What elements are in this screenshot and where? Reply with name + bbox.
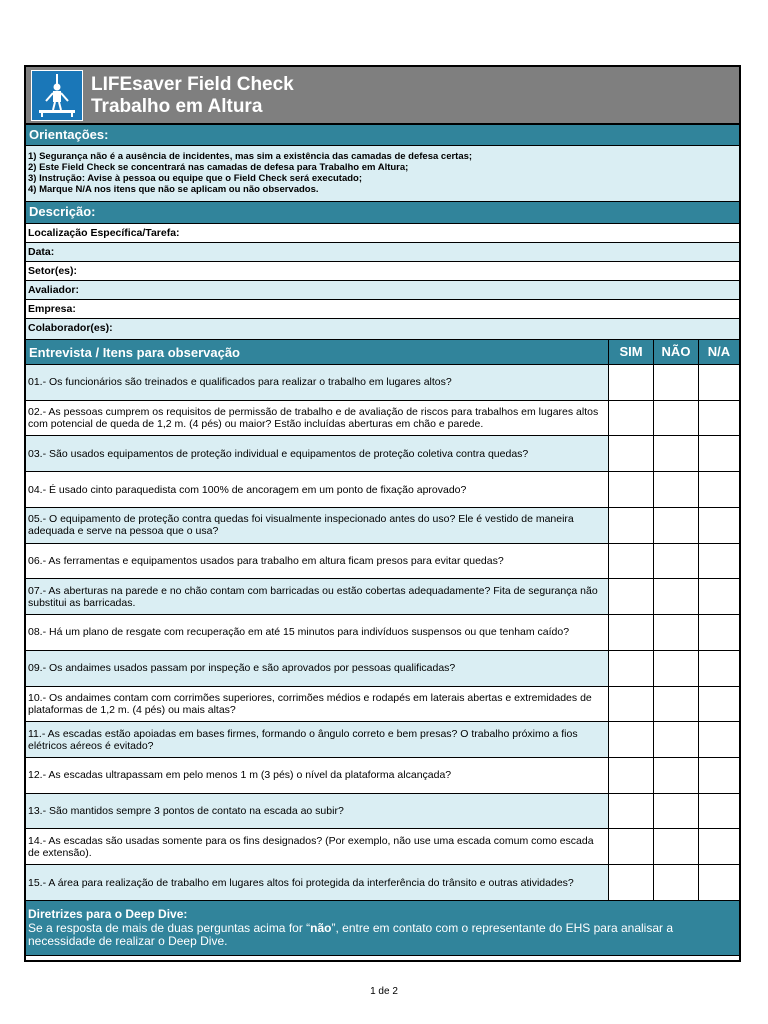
checklist-question: 07.- As aberturas na parede e no chão contam com barricadas ou estão cobertas adequadamente? Fita de segurança não substitui as barricadas. bbox=[28, 584, 598, 609]
answer-sim-cell[interactable] bbox=[608, 472, 653, 507]
deep-dive-text bbox=[28, 922, 739, 949]
col-nao-header: NÃO bbox=[653, 340, 698, 365]
checklist-item bbox=[26, 615, 739, 651]
deep-dive-title: Diretrizes para o Deep Dive: bbox=[28, 907, 188, 921]
checklist-item bbox=[26, 687, 739, 723]
checklist-item bbox=[26, 508, 739, 544]
answer-na-cell[interactable] bbox=[698, 687, 739, 722]
checklist-item bbox=[26, 758, 739, 794]
checklist-question: 03.- São usados equipamentos de proteção individual e equipamentos de proteção coletiva contra quedas? bbox=[28, 447, 529, 460]
field-empresa[interactable]: Empresa: bbox=[26, 300, 739, 319]
answer-nao-cell[interactable] bbox=[653, 401, 698, 436]
answer-sim-cell[interactable] bbox=[608, 436, 653, 471]
deep-dive-text-bold: não bbox=[310, 920, 332, 935]
checklist-question: 05.- O equipamento de proteção contra quedas foi visualmente inspecionado antes do uso? Ele é vestido de maneira adequada e serve na pessoa que o usa? bbox=[28, 513, 574, 538]
lifesaver-logo bbox=[31, 70, 83, 121]
fall-protection-icon bbox=[32, 71, 82, 120]
answer-nao-cell[interactable] bbox=[653, 687, 698, 722]
answer-na-cell[interactable] bbox=[698, 508, 739, 543]
answer-nao-cell[interactable] bbox=[653, 794, 698, 829]
answer-sim-cell[interactable] bbox=[608, 794, 653, 829]
answer-nao-cell[interactable] bbox=[653, 651, 698, 686]
answer-nao-cell[interactable] bbox=[653, 544, 698, 579]
page-title bbox=[91, 74, 294, 118]
checklist-question: 08.- Há um plano de resgate com recuperação em até 15 minutos para indivíduos suspensos ou que tenham caído? bbox=[28, 626, 570, 639]
orientacao-line: 1) Segurança não é a ausência de incidentes, mas sim a existência das camadas de defesa certas; bbox=[28, 151, 473, 162]
checklist-item bbox=[26, 829, 739, 865]
answer-sim-cell[interactable] bbox=[608, 401, 653, 436]
answer-nao-cell[interactable] bbox=[653, 829, 698, 864]
field-check-form bbox=[24, 65, 741, 962]
items-heading: Entrevista / Itens para observação bbox=[29, 345, 240, 360]
checklist-question: 14.- As escadas são usadas somente para os fins designados? (Por exemplo, não use uma escada comum como escada de extensão). bbox=[28, 834, 594, 859]
checklist-question: 13.- São mantidos sempre 3 pontos de contato na escada ao subir? bbox=[28, 805, 344, 818]
checklist-question: 11.- As escadas estão apoiadas em bases firmes, formando o ângulo correto e bem presas? O trabalho próximo a fios elétricos aéreos é evitado? bbox=[28, 727, 578, 752]
page-number: 1 de 2 bbox=[370, 986, 398, 997]
answer-na-cell[interactable] bbox=[698, 722, 739, 757]
answer-nao-cell[interactable] bbox=[653, 615, 698, 650]
answer-nao-cell[interactable] bbox=[653, 579, 698, 614]
checklist-item bbox=[26, 865, 739, 901]
answer-sim-cell[interactable] bbox=[608, 544, 653, 579]
checklist-question: 06.- As ferramentas e equipamentos usados para trabalho em altura ficam presos para evitar quedas? bbox=[28, 554, 504, 567]
answer-sim-cell[interactable] bbox=[608, 615, 653, 650]
field-localizacao[interactable]: Localização Específica/Tarefa: bbox=[26, 224, 739, 243]
checklist-question: 01.- Os funcionários são treinados e qualificados para realizar o trabalho em lugares altos? bbox=[28, 376, 452, 389]
answer-na-cell[interactable] bbox=[698, 365, 739, 400]
answer-sim-cell[interactable] bbox=[608, 758, 653, 793]
answer-sim-cell[interactable] bbox=[608, 508, 653, 543]
answer-nao-cell[interactable] bbox=[653, 865, 698, 900]
checklist-item bbox=[26, 651, 739, 687]
items-heading-row bbox=[26, 340, 739, 365]
answer-nao-cell[interactable] bbox=[653, 436, 698, 471]
title-line-1: LIFEsaver Field Check bbox=[91, 74, 294, 95]
deep-dive-text-before: Se a resposta de mais de duas perguntas acima for “ bbox=[28, 920, 311, 935]
col-sim-header: SIM bbox=[608, 340, 653, 365]
checklist-item bbox=[26, 722, 739, 758]
answer-na-cell[interactable] bbox=[698, 794, 739, 829]
answer-sim-cell[interactable] bbox=[608, 865, 653, 900]
descricao-heading: Descrição: bbox=[26, 202, 739, 224]
answer-sim-cell[interactable] bbox=[608, 722, 653, 757]
answer-sim-cell[interactable] bbox=[608, 651, 653, 686]
answer-na-cell[interactable] bbox=[698, 865, 739, 900]
checklist-item bbox=[26, 794, 739, 830]
answer-na-cell[interactable] bbox=[698, 651, 739, 686]
answer-nao-cell[interactable] bbox=[653, 758, 698, 793]
answer-na-cell[interactable] bbox=[698, 544, 739, 579]
answer-nao-cell[interactable] bbox=[653, 365, 698, 400]
answer-na-cell[interactable] bbox=[698, 615, 739, 650]
orientacoes-body bbox=[26, 146, 739, 202]
checklist-item bbox=[26, 436, 739, 472]
checklist-question: 12.- As escadas ultrapassam em pelo menos 1 m (3 pés) o nível da plataforma alcançada? bbox=[28, 769, 452, 782]
answer-sim-cell[interactable] bbox=[608, 365, 653, 400]
deep-dive-box bbox=[26, 901, 739, 956]
orientacao-line: 2) Este Field Check se concentrará nas camadas de defesa para Trabalho em Altura; bbox=[28, 162, 409, 173]
orientacao-line: 4) Marque N/A nos itens que não se aplicam ou não observados. bbox=[28, 184, 319, 195]
field-colaboradores[interactable]: Colaborador(es): bbox=[26, 319, 739, 340]
deep-dive-text-after: ”, entre em contato com o representante do EHS para analisar a necessidade de realizar o Deep Dive. bbox=[28, 920, 674, 948]
checklist-question: 15.- A área para realização de trabalho em lugares altos foi protegida da interferência do trânsito e outras atividades? bbox=[28, 876, 574, 889]
answer-na-cell[interactable] bbox=[698, 472, 739, 507]
answer-nao-cell[interactable] bbox=[653, 472, 698, 507]
checklist-item bbox=[26, 401, 739, 437]
checklist-question: 09.- Os andaimes usados passam por inspeção e são aprovados por pessoas qualificadas? bbox=[28, 662, 456, 675]
answer-nao-cell[interactable] bbox=[653, 722, 698, 757]
checklist-item bbox=[26, 544, 739, 580]
answer-na-cell[interactable] bbox=[698, 579, 739, 614]
checklist-item bbox=[26, 579, 739, 615]
col-na-header: N/A bbox=[698, 340, 739, 365]
answer-na-cell[interactable] bbox=[698, 401, 739, 436]
field-data[interactable]: Data: bbox=[26, 243, 739, 262]
answer-sim-cell[interactable] bbox=[608, 687, 653, 722]
answer-sim-cell[interactable] bbox=[608, 829, 653, 864]
orientacao-line: 3) Instrução: Avise à pessoa ou equipe que o Field Check será executado; bbox=[28, 173, 363, 184]
checklist-question: 10.- Os andaimes contam com corrimões superiores, corrimões médios e rodapés em laterais abertas e extremidades de plataformas de 1,2 m. (4 pés) ou mais altas? bbox=[28, 691, 592, 716]
title-line-2: Trabalho em Altura bbox=[91, 96, 263, 117]
field-setores[interactable]: Setor(es): bbox=[26, 262, 739, 281]
form-header bbox=[26, 67, 739, 125]
answer-nao-cell[interactable] bbox=[653, 508, 698, 543]
checklist-item bbox=[26, 472, 739, 508]
answer-na-cell[interactable] bbox=[698, 436, 739, 471]
answer-na-cell[interactable] bbox=[698, 829, 739, 864]
orientacoes-heading: Orientações: bbox=[26, 125, 739, 146]
field-avaliador[interactable]: Avaliador: bbox=[26, 281, 739, 300]
checklist-question: 02.- As pessoas cumprem os requisitos de permissão de trabalho e de avaliação de riscos para trabalhos em lugares altos com potencial de queda de 1,2 m. (4 pés) ou maior? Estão incluídas aberturas em chão e parede. bbox=[28, 406, 599, 431]
answer-sim-cell[interactable] bbox=[608, 579, 653, 614]
checklist-question: 04.- É usado cinto paraquedista com 100% de ancoragem em um ponto de fixação aprovado? bbox=[28, 483, 467, 496]
answer-na-cell[interactable] bbox=[698, 758, 739, 793]
checklist-item bbox=[26, 365, 739, 401]
